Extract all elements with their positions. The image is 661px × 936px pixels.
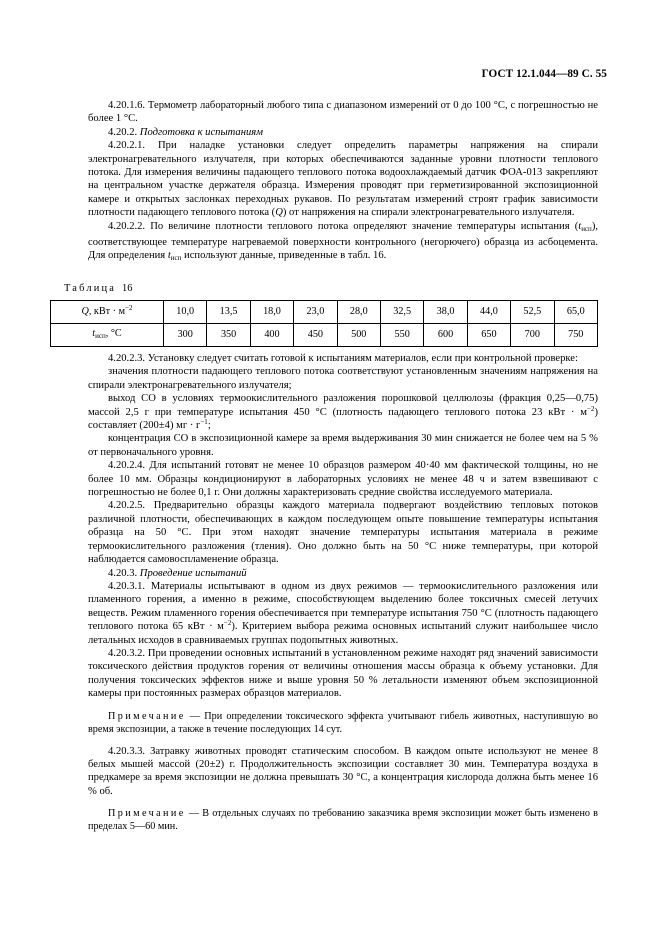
note-1-paragraph (88, 710, 598, 736)
table-row-t-label (51, 324, 164, 347)
paragraph-4-20-2-5: 4.20.2.5. Предварительно образцы каждого материала подвергают воздействию тепловых потоков различной плотности, обеспечивающих в каждом последующем опыте повышение температуры испытания образца на 50 °С. При этом находят значение температуры испытания материала в режиме термоокислительного разложения (тления). Оно должно быть на 50 °С ниже температуры, при которой наблюдается самовоспламенение образца. (88, 500, 598, 566)
row-t-sub: исп (95, 331, 106, 340)
table-caption (64, 282, 132, 295)
row-q-var: Q (81, 306, 89, 318)
condition-2-part-c: ; (207, 420, 211, 432)
condition-3: концентрация СО в экспозиционной камере за время выдерживания 30 мин снижается не более чем на 5 % от первоначального уровня. (88, 433, 598, 458)
paragraph-4-20-1-6: 4.20.1.6. Термометр лабораторный любого типа с диапазоном измерений от 0 до 100 °С, с погрешностью не более 1 °С. (88, 100, 598, 125)
paragraph-4-20-2-2-part-b: ), соответствующее температуре нагреваемой поверхности контрольного (негорючего) образца из асбоцемента. Для определения (88, 220, 598, 262)
table-cell: 23,0 (294, 301, 337, 324)
table-cell: 13,5 (207, 301, 250, 324)
row-t-var: t (92, 327, 96, 339)
table-cell: 10,0 (164, 301, 207, 324)
condition-1: значения плотности падающего теплового потока соответствуют установленным значениям напряжения на спирали электронагревательного излучателя; (88, 366, 598, 391)
spacer (88, 701, 598, 710)
paragraph-4-20-3-1 (88, 580, 598, 647)
table-cell: 52,5 (511, 301, 554, 324)
table-cell: 450 (294, 324, 337, 347)
heading-preparation-number: 4.20.2. (108, 126, 138, 138)
table-cell: 44,0 (467, 301, 510, 324)
paragraph-4-20-3-1-part-a: 4.20.3.1. Материалы испытывают в одном из двух режимов — термоокислительного разложения или пламенного горения, а именно в режиме, способствующем выделению более токсичных смесей летучих веществ. Режим пламенного горения обеспечивается при температуре испытания 750 °С (плотность падающего теплового потока 65 кВт · м (88, 580, 598, 633)
condition-2-exp-1: −2 (587, 404, 595, 413)
heading-testing (88, 567, 598, 580)
text-block-top (88, 99, 598, 266)
heading-preparation (88, 126, 598, 139)
var-q: Q (275, 207, 283, 219)
note-2-text: — В отдельных случаях по требованию заказчика время экспозиции может быть изменено в пределах 5—60 мин. (88, 808, 598, 833)
row-q-unit: , кВт · м (88, 306, 126, 318)
table-cell: 28,0 (337, 301, 380, 324)
table-cell: 550 (380, 324, 423, 347)
table-caption-number: 16 (122, 283, 133, 294)
table-cell: 300 (164, 324, 207, 347)
condition-2-part-a: выход СО в условиях термоокислительного разложения порошковой целлюлозы (фракция 0,25—0,75) массой 2,5 г при температуре испытания 450 °С (плотность падающего теплового потока 23 кВт · м (88, 393, 598, 418)
paragraph-4-20-3-3: 4.20.3.3. Затравку животных проводят статическим способом. В каждом опыте используют не менее 8 белых мышей массой (20±2) г. Продолжительность экспозиции составляет 30 мин. Температура воздуха в предкамере за время экспозиции не должна превышать 30 °С, а концентрация кислорода должна быть менее 16 % об. (88, 745, 598, 797)
paragraph-4-20-2-1-text: 4.20.2.1. При наладке установки следует определить параметры напряжения на спирали электронагревательного излучателя, при которых обеспечиваются заданные уровни плотности теплового потока. Для измерения величины падающего теплового потока водоохлаждаемый датчик ФОА-013 закрепляют на центральном участке держателя образца. Измерения проводят при герметизированной экспозиционной камере и открытых заслонках переходных рукавов. По результатам измерений строят график зависимости плотности падающего теплового потока ( (88, 140, 598, 219)
condition-2 (88, 392, 598, 432)
var-t-2: t (167, 250, 171, 262)
note-2 (88, 807, 598, 833)
table-row-q-label (51, 301, 164, 324)
table-cell: 18,0 (250, 301, 293, 324)
paragraph-4-20-2-1-end: ) от напряжения на спирали электронагревательного излучателя. (282, 207, 575, 219)
paragraph-4-20-2-2-part-c: используют данные, приведенные в табл. 16. (181, 250, 387, 262)
table-cell: 600 (424, 324, 467, 347)
heading-testing-title: Проведение испытаний (139, 567, 247, 579)
table-16 (50, 300, 598, 347)
text-block-bottom (88, 352, 598, 833)
paragraph-4-20-2-3: 4.20.2.3. Установку следует считать готовой к испытаниям материалов, если при контрольной проверке: (108, 353, 578, 364)
note-1-text: — При определении токсического эффекта учитывают гибель животных, наступившую во время экспозиции, а также в течение последующих 14 сут. (88, 710, 598, 735)
page-header: ГОСТ 12.1.044—89 С. 55 (481, 68, 607, 80)
spacer (88, 736, 598, 745)
spacer (88, 798, 598, 807)
table-cell: 700 (511, 324, 554, 347)
var-t: t (578, 220, 582, 232)
table-cell: 650 (467, 324, 510, 347)
row-t-unit: , °С (105, 327, 122, 339)
note-2-paragraph (88, 807, 598, 833)
note-2-label: Примечание (108, 808, 186, 820)
table-row-t (51, 324, 598, 347)
table-cell: 350 (207, 324, 250, 347)
paragraph-4-20-2-2 (88, 220, 598, 266)
table-row-q (51, 301, 598, 324)
sub-isp-2: исп (170, 254, 182, 263)
table-cell: 32,5 (380, 301, 423, 324)
paragraph-4-20-2-1 (88, 139, 598, 219)
table-cell: 500 (337, 324, 380, 347)
heading-preparation-title: Подготовка к испытаниям (139, 126, 263, 138)
paragraph-4-20-3-2: 4.20.3.2. При проведении основных испытаний в установленном режиме находят ряд значений зависимости токсического действия продуктов горения от величины отношения массы образца к объему установки. Для получения токсических эффектов ниже и выше уровня 50 % летальности изменяют объем экспозиционной камеры при постоянных размерах образцов материалов. (88, 647, 598, 700)
paragraph-4-20-2-4: 4.20.2.4. Для испытаний готовят не менее 10 образцов размером 40·40 мм фактической толщины, но не более 10 мм. Образцы кондиционируют в лабораторных условиях не менее 48 ч и затем взвешивают с погрешностью не более 0,1 г. Они должны характеризовать средние свойства исследуемого материала. (88, 460, 598, 499)
sub-isp: исп (581, 224, 592, 233)
condition-2-exp-2: −1 (200, 418, 208, 427)
note-1 (88, 710, 598, 736)
row-q-exp: −2 (125, 304, 133, 313)
table-cell: 750 (554, 324, 597, 347)
table-cell: 400 (250, 324, 293, 347)
paragraph-4-20-3-1-exp: −2 (223, 619, 232, 628)
heading-testing-number: 4.20.3. (108, 567, 138, 579)
table-caption-word: Таблица (64, 283, 117, 294)
paragraph-4-20-2-2-part-a: 4.20.2.2. По величине плотности теплового потока определяют значение температуры испытания ( (108, 220, 579, 232)
note-1-label: Примечание (108, 710, 186, 722)
paragraph-4-20-3-1-part-b: ). Критерием выбора режима основных испытаний служит наибольшее число летальных исходов в сравниваемых группах подопытных животных. (88, 621, 598, 646)
table-cell: 38,0 (424, 301, 467, 324)
condition-2-part-b: ) составляет (200±4) мг · г (88, 406, 598, 432)
table-cell: 65,0 (554, 301, 597, 324)
